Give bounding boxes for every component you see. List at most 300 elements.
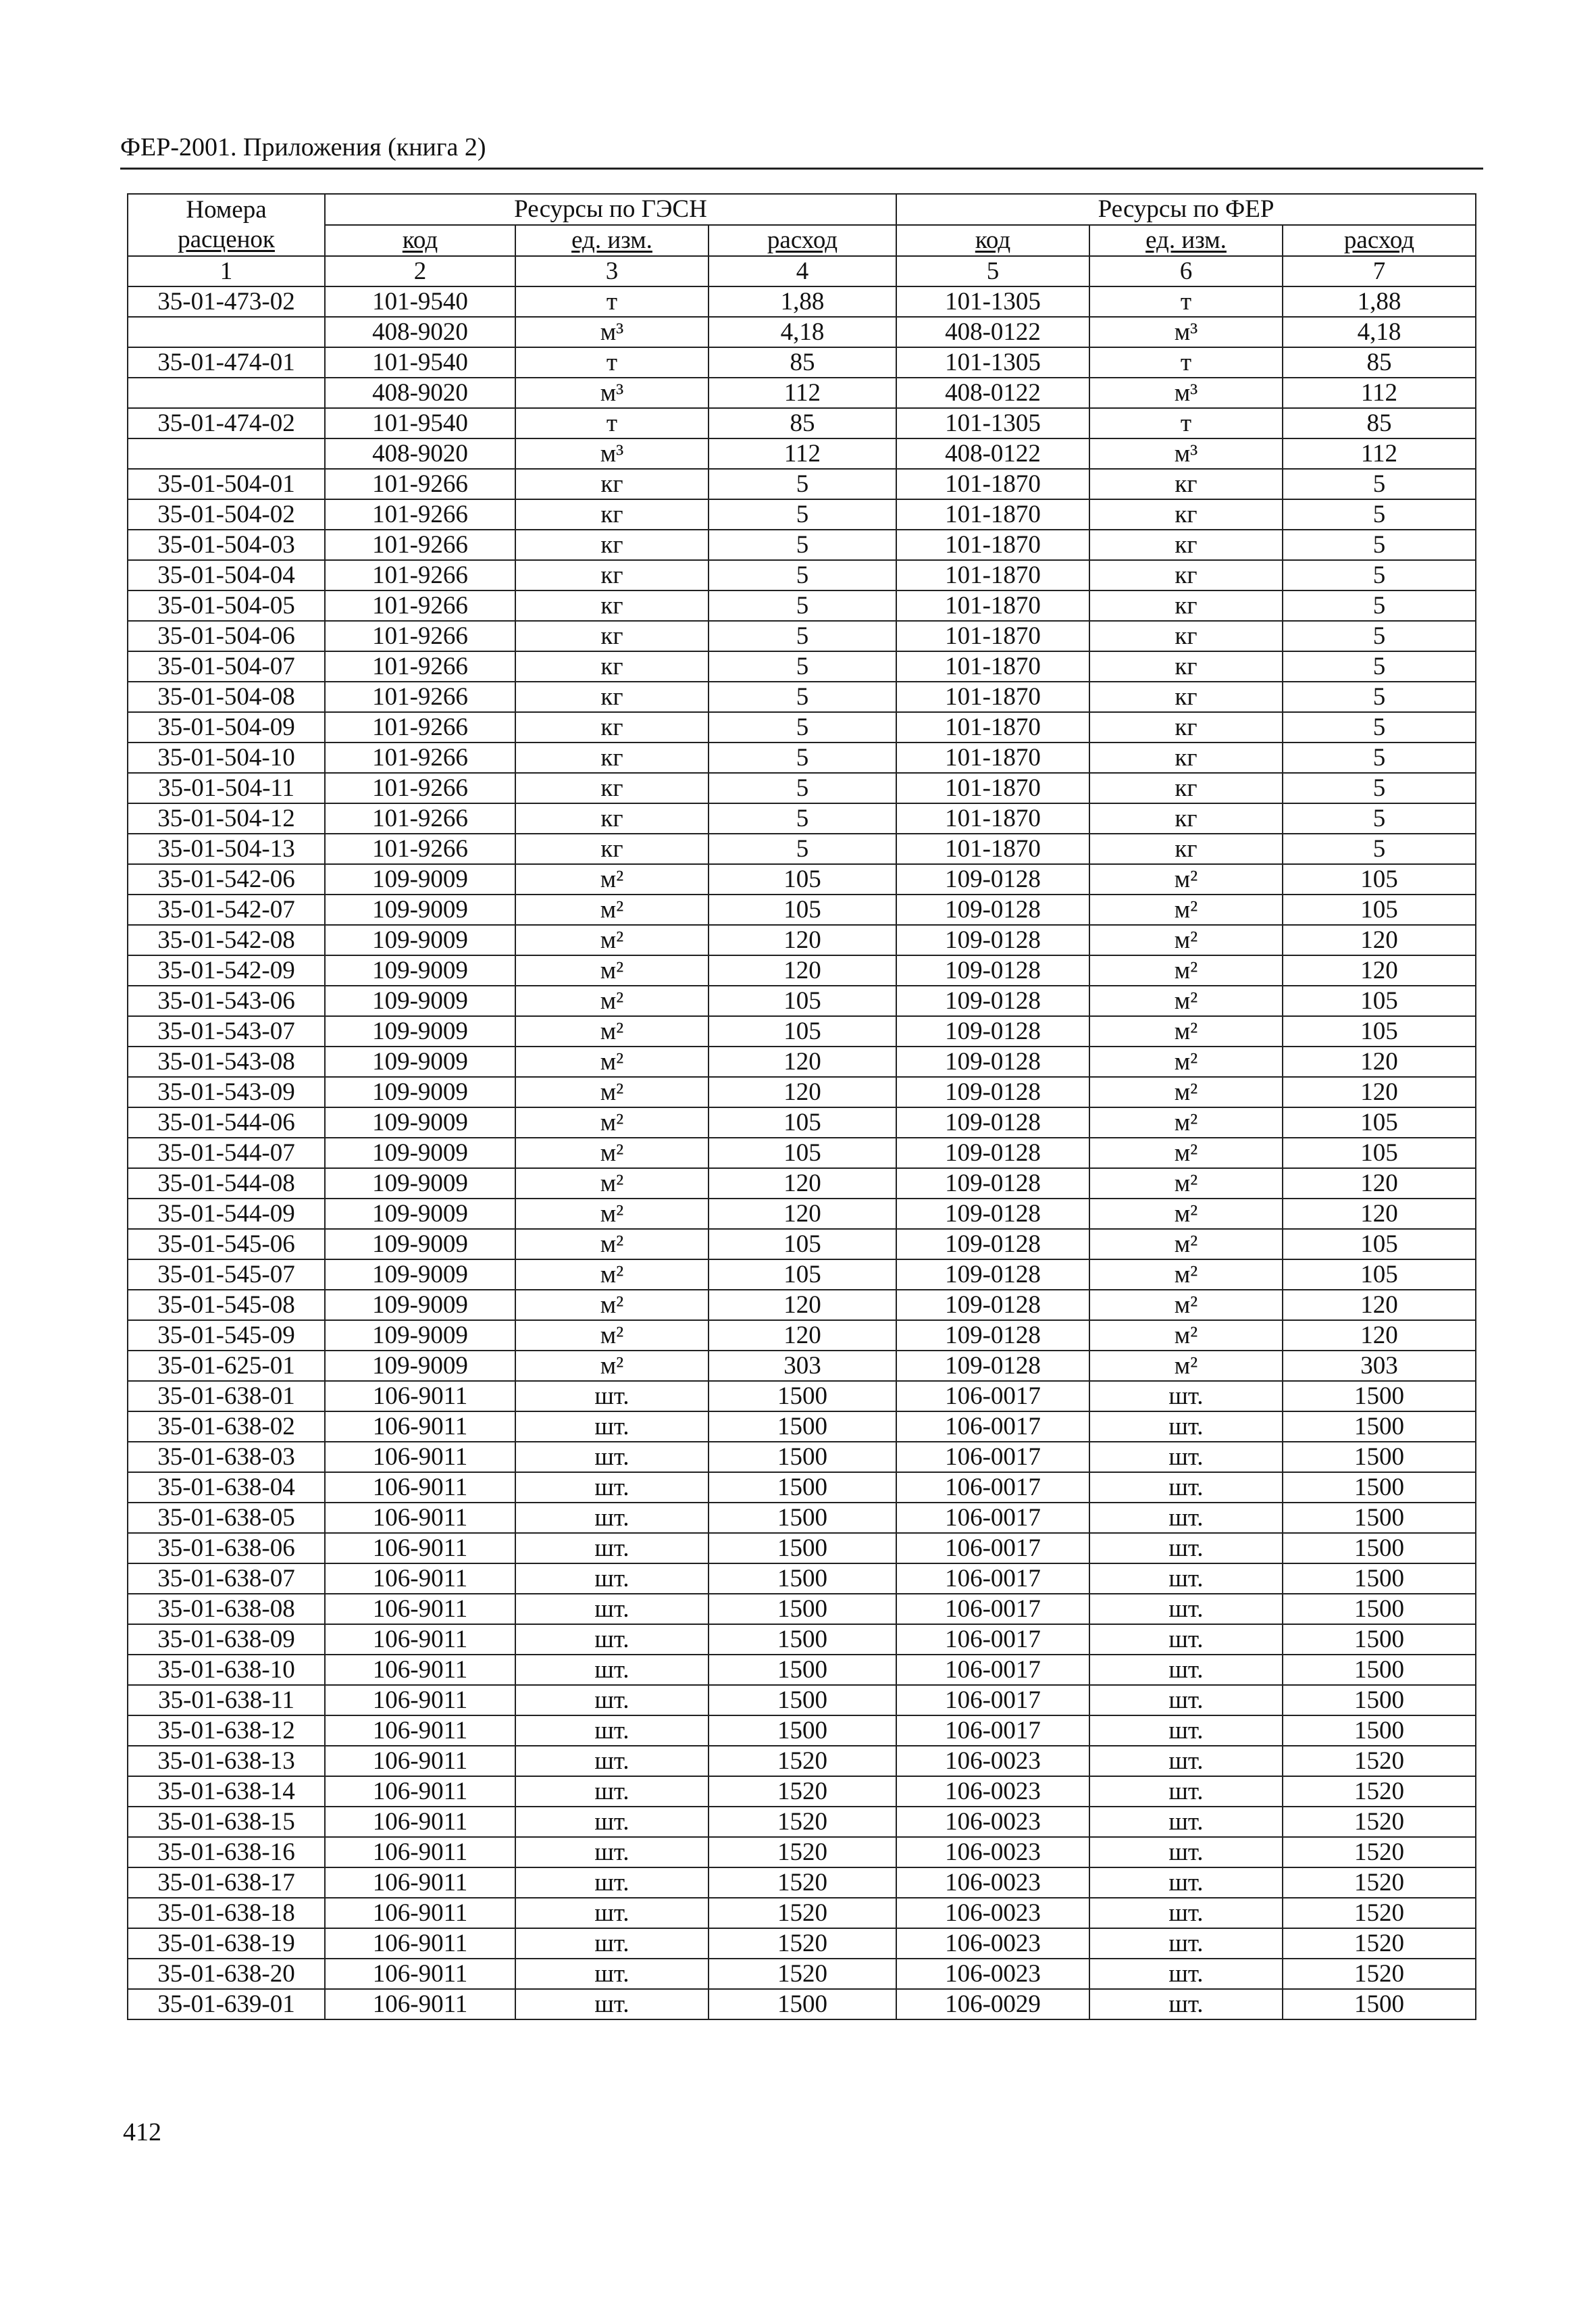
fer-unit-cell: кг <box>1089 530 1283 560</box>
gesn-unit-cell: кг <box>515 743 709 773</box>
fer-code-cell: 101-1870 <box>896 803 1089 834</box>
rate-number-cell: 35-01-542-06 <box>128 864 325 895</box>
rate-number-cell: 35-01-504-11 <box>128 773 325 803</box>
fer-amount-cell: 5 <box>1283 712 1476 743</box>
fer-code-cell: 101-1870 <box>896 834 1089 864</box>
gesn-unit-cell: шт. <box>515 1715 709 1746</box>
fer-unit-cell: м² <box>1089 986 1283 1016</box>
fer-unit-cell: шт. <box>1089 1959 1283 1989</box>
table-row <box>128 1533 1476 1563</box>
gesn-unit-cell: шт. <box>515 1533 709 1563</box>
gesn-amount-cell: 5 <box>709 682 896 712</box>
fer-code-cell: 109-0128 <box>896 925 1089 955</box>
column-number: 7 <box>1283 256 1476 286</box>
table-row <box>128 743 1476 773</box>
table-row <box>128 1807 1476 1837</box>
fer-amount-cell: 1500 <box>1283 1624 1476 1655</box>
gesn-unit-cell: шт. <box>515 1472 709 1503</box>
fer-code-cell: 101-1870 <box>896 773 1089 803</box>
gesn-amount-cell: 1500 <box>709 1594 896 1624</box>
fer-unit-cell: шт. <box>1089 1381 1283 1411</box>
gesn-code-cell: 101-9266 <box>325 590 515 621</box>
fer-code-cell: 101-1870 <box>896 712 1089 743</box>
fer-unit-cell: м² <box>1089 1259 1283 1290</box>
gesn-amount-cell: 5 <box>709 590 896 621</box>
gesn-code-cell: 408-9020 <box>325 317 515 347</box>
page-number: 412 <box>123 2118 161 2146</box>
fer-unit-cell: шт. <box>1089 1594 1283 1624</box>
fer-code-cell: 106-0029 <box>896 1989 1089 2019</box>
gesn-amount-cell: 1520 <box>709 1776 896 1807</box>
gesn-amount-cell: 105 <box>709 1016 896 1047</box>
table-row <box>128 286 1476 317</box>
table-row <box>128 1624 1476 1655</box>
gesn-code-cell: 101-9266 <box>325 469 515 499</box>
fer-unit-cell: кг <box>1089 834 1283 864</box>
table-row <box>128 1351 1476 1381</box>
fer-code-cell: 101-1870 <box>896 651 1089 682</box>
gesn-unit-cell: кг <box>515 682 709 712</box>
fer-code-cell: 109-0128 <box>896 1259 1089 1290</box>
fer-amount-cell: 1500 <box>1283 1989 1476 2019</box>
fer-unit-cell: м² <box>1089 1320 1283 1351</box>
gesn-unit-cell: м³ <box>515 378 709 408</box>
gesn-code-cell: 109-9009 <box>325 1199 515 1229</box>
fer-unit-cell: шт. <box>1089 1807 1283 1837</box>
gesn-amount-cell: 1500 <box>709 1533 896 1563</box>
gesn-code-cell: 109-9009 <box>325 1016 515 1047</box>
gesn-amount-cell: 1500 <box>709 1442 896 1472</box>
gesn-code-cell: 109-9009 <box>325 1047 515 1077</box>
gesn-code-cell: 106-9011 <box>325 1898 515 1928</box>
fer-amount-cell: 1500 <box>1283 1655 1476 1685</box>
gesn-amount-cell: 120 <box>709 1077 896 1107</box>
gesn-amount-cell: 120 <box>709 1320 896 1351</box>
fer-code-cell: 109-0128 <box>896 1351 1089 1381</box>
gesn-unit-cell: м² <box>515 895 709 925</box>
fer-unit-cell: кг <box>1089 803 1283 834</box>
gesn-unit-cell: шт. <box>515 1594 709 1624</box>
fer-amount-cell: 112 <box>1283 378 1476 408</box>
gesn-amount-cell: 105 <box>709 1138 896 1168</box>
gesn-code-cell: 106-9011 <box>325 1503 515 1533</box>
table-row <box>128 1867 1476 1898</box>
fer-amount-cell: 5 <box>1283 560 1476 590</box>
fer-code-cell: 106-0017 <box>896 1685 1089 1715</box>
column-number: 6 <box>1089 256 1283 286</box>
gesn-amount-cell: 1500 <box>709 1472 896 1503</box>
page-header-title: ФЕР-2001. Приложения (книга 2) <box>120 133 486 161</box>
rate-number-cell: 35-01-544-08 <box>128 1168 325 1199</box>
fer-code-cell: 101-1870 <box>896 621 1089 651</box>
rate-number-cell: 35-01-638-05 <box>128 1503 325 1533</box>
gesn-code-cell: 106-9011 <box>325 1867 515 1898</box>
gesn-code-cell: 106-9011 <box>325 1807 515 1837</box>
col-rates-header-line2: расценок <box>178 226 275 253</box>
fer-code-cell: 106-0017 <box>896 1381 1089 1411</box>
gesn-unit-cell: м² <box>515 1351 709 1381</box>
fer-amount-cell: 105 <box>1283 1016 1476 1047</box>
gesn-unit-cell: шт. <box>515 1563 709 1594</box>
rate-number-cell: 35-01-638-01 <box>128 1381 325 1411</box>
fer-code-cell: 101-1870 <box>896 682 1089 712</box>
gesn-amount-cell: 105 <box>709 895 896 925</box>
rate-number-cell: 35-01-543-09 <box>128 1077 325 1107</box>
table-row <box>128 1898 1476 1928</box>
fer-code-cell: 408-0122 <box>896 378 1089 408</box>
fer-code-cell: 106-0023 <box>896 1807 1089 1837</box>
fer-code-cell: 109-0128 <box>896 1199 1089 1229</box>
gesn-amount-cell: 105 <box>709 986 896 1016</box>
gesn-amount-cell: 1500 <box>709 1715 896 1746</box>
gesn-unit-cell: кг <box>515 530 709 560</box>
gesn-unit-cell: м² <box>515 1290 709 1320</box>
rate-number-cell: 35-01-638-14 <box>128 1776 325 1807</box>
rate-number-cell: 35-01-474-02 <box>128 408 325 438</box>
fer-amount-cell: 120 <box>1283 1290 1476 1320</box>
fer-amount-cell: 1520 <box>1283 1807 1476 1837</box>
column-number: 3 <box>515 256 709 286</box>
table-row <box>128 773 1476 803</box>
rate-number-cell: 35-01-504-02 <box>128 499 325 530</box>
fer-code-cell: 106-0017 <box>896 1624 1089 1655</box>
gesn-amount-cell: 1500 <box>709 1989 896 2019</box>
table-row <box>128 469 1476 499</box>
rate-number-cell: 35-01-638-07 <box>128 1563 325 1594</box>
gesn-amount-cell: 105 <box>709 1107 896 1138</box>
rate-number-cell: 35-01-638-02 <box>128 1411 325 1442</box>
table-row <box>128 1320 1476 1351</box>
gesn-code-cell: 109-9009 <box>325 986 515 1016</box>
fer-unit-cell: м² <box>1089 1229 1283 1259</box>
column-number: 4 <box>709 256 896 286</box>
fer-code-cell: 101-1870 <box>896 530 1089 560</box>
rate-number-cell <box>128 317 325 347</box>
resources-table <box>127 193 1476 2020</box>
rate-number-cell <box>128 378 325 408</box>
fer-amount-cell: 1520 <box>1283 1928 1476 1959</box>
gesn-amount-cell: 5 <box>709 712 896 743</box>
fer-unit-cell: м³ <box>1089 378 1283 408</box>
gesn-code-cell: 101-9266 <box>325 651 515 682</box>
table-row <box>128 834 1476 864</box>
rate-number-cell: 35-01-639-01 <box>128 1989 325 2019</box>
fer-code-cell: 109-0128 <box>896 1320 1089 1351</box>
gesn-code-cell: 101-9266 <box>325 499 515 530</box>
table-body <box>128 286 1476 2019</box>
fer-unit-cell: кг <box>1089 682 1283 712</box>
fer-code-cell: 106-0017 <box>896 1411 1089 1442</box>
rate-number-cell: 35-01-473-02 <box>128 286 325 317</box>
gesn-amount-cell: 85 <box>709 408 896 438</box>
gesn-unit-cell: кг <box>515 712 709 743</box>
gesn-unit-cell: шт. <box>515 1411 709 1442</box>
fer-amount-cell: 1520 <box>1283 1898 1476 1928</box>
rate-number-cell: 35-01-544-06 <box>128 1107 325 1138</box>
fer-unit-cell: кг <box>1089 651 1283 682</box>
group-fer-header: Ресурсы по ФЕР <box>896 194 1476 225</box>
fer-amount-cell: 5 <box>1283 530 1476 560</box>
table-row <box>128 1381 1476 1411</box>
fer-unit-cell: кг <box>1089 499 1283 530</box>
gesn-code-cell: 106-9011 <box>325 1685 515 1715</box>
fer-unit-cell: м² <box>1089 1351 1283 1381</box>
rate-number-cell: 35-01-545-09 <box>128 1320 325 1351</box>
table-row <box>128 1107 1476 1138</box>
rate-number-cell: 35-01-638-15 <box>128 1807 325 1837</box>
gesn-amount-cell: 120 <box>709 1199 896 1229</box>
gesn-unit-cell: м² <box>515 1016 709 1047</box>
gesn-unit-cell: кг <box>515 834 709 864</box>
table-row <box>128 408 1476 438</box>
fer-unit-cell: м³ <box>1089 438 1283 469</box>
fer-unit-cell: кг <box>1089 743 1283 773</box>
fer-unit-cell: шт. <box>1089 1776 1283 1807</box>
gesn-code-cell: 408-9020 <box>325 438 515 469</box>
fer-code-cell: 101-1870 <box>896 590 1089 621</box>
fer-amount-cell: 120 <box>1283 1320 1476 1351</box>
gesn-code-cell: 106-9011 <box>325 1715 515 1746</box>
gesn-amount-cell: 105 <box>709 864 896 895</box>
fer-unit-cell: кг <box>1089 621 1283 651</box>
gesn-code-cell: 106-9011 <box>325 1746 515 1776</box>
rate-number-cell: 35-01-543-06 <box>128 986 325 1016</box>
table-row <box>128 378 1476 408</box>
rate-number-cell: 35-01-504-10 <box>128 743 325 773</box>
gesn-code-cell: 109-9009 <box>325 864 515 895</box>
table-row <box>128 560 1476 590</box>
gesn-amount-cell: 1500 <box>709 1563 896 1594</box>
fer-code-cell: 106-0023 <box>896 1776 1089 1807</box>
gesn-amount-cell: 5 <box>709 834 896 864</box>
gesn-unit-cell: м² <box>515 1107 709 1138</box>
fer-code-cell: 106-0017 <box>896 1533 1089 1563</box>
gesn-unit-cell: кг <box>515 773 709 803</box>
fer-code-cell: 109-0128 <box>896 1168 1089 1199</box>
fer-code-header: код <box>896 225 1089 256</box>
rate-number-cell: 35-01-504-04 <box>128 560 325 590</box>
gesn-unit-cell: кг <box>515 590 709 621</box>
rate-number-cell: 35-01-543-07 <box>128 1016 325 1047</box>
gesn-unit-cell: м³ <box>515 438 709 469</box>
gesn-code-cell: 106-9011 <box>325 1989 515 2019</box>
fer-amount-cell: 1500 <box>1283 1563 1476 1594</box>
gesn-amount-cell: 4,18 <box>709 317 896 347</box>
gesn-code-cell: 106-9011 <box>325 1472 515 1503</box>
gesn-code-cell: 408-9020 <box>325 378 515 408</box>
gesn-unit-cell: шт. <box>515 1442 709 1472</box>
fer-amount-cell: 1500 <box>1283 1472 1476 1503</box>
rate-number-cell: 35-01-474-01 <box>128 347 325 378</box>
fer-amount-cell: 85 <box>1283 408 1476 438</box>
gesn-amount-cell: 1520 <box>709 1837 896 1867</box>
gesn-code-cell: 109-9009 <box>325 1168 515 1199</box>
gesn-unit-cell: кг <box>515 499 709 530</box>
rate-number-cell: 35-01-544-09 <box>128 1199 325 1229</box>
gesn-code-cell: 106-9011 <box>325 1381 515 1411</box>
gesn-code-header: код <box>325 225 515 256</box>
fer-unit-cell: м² <box>1089 864 1283 895</box>
rate-number-cell: 35-01-504-08 <box>128 682 325 712</box>
gesn-amount-cell: 303 <box>709 1351 896 1381</box>
gesn-code-cell: 101-9266 <box>325 621 515 651</box>
fer-code-cell: 106-0017 <box>896 1594 1089 1624</box>
gesn-code-cell: 106-9011 <box>325 1563 515 1594</box>
gesn-unit-cell: м² <box>515 1138 709 1168</box>
fer-amount-cell: 1520 <box>1283 1837 1476 1867</box>
col-rates-header-line1: Номера <box>186 196 267 224</box>
gesn-unit-cell: шт. <box>515 1685 709 1715</box>
fer-code-cell: 101-1305 <box>896 347 1089 378</box>
table-row <box>128 895 1476 925</box>
gesn-amount-cell: 105 <box>709 1229 896 1259</box>
rate-number-cell: 35-01-545-08 <box>128 1290 325 1320</box>
table-row <box>128 317 1476 347</box>
fer-amount-cell: 1520 <box>1283 1867 1476 1898</box>
rate-number-cell: 35-01-638-19 <box>128 1928 325 1959</box>
fer-unit-cell: м² <box>1089 1077 1283 1107</box>
gesn-amount-cell: 85 <box>709 347 896 378</box>
rate-number-cell: 35-01-545-06 <box>128 1229 325 1259</box>
gesn-unit-cell: шт. <box>515 1503 709 1533</box>
gesn-code-cell: 109-9009 <box>325 1229 515 1259</box>
gesn-amount-cell: 1520 <box>709 1928 896 1959</box>
gesn-amount-cell: 5 <box>709 530 896 560</box>
gesn-unit-cell: т <box>515 408 709 438</box>
fer-unit-cell: шт. <box>1089 1989 1283 2019</box>
fer-amount-cell: 5 <box>1283 803 1476 834</box>
gesn-amount-cell: 1500 <box>709 1503 896 1533</box>
fer-code-cell: 106-0017 <box>896 1715 1089 1746</box>
fer-code-cell: 101-1870 <box>896 499 1089 530</box>
gesn-code-cell: 106-9011 <box>325 1776 515 1807</box>
table-row <box>128 1016 1476 1047</box>
column-number: 1 <box>128 256 325 286</box>
fer-amount-cell: 105 <box>1283 1229 1476 1259</box>
fer-unit-cell: шт. <box>1089 1898 1283 1928</box>
fer-code-cell: 101-1305 <box>896 408 1089 438</box>
gesn-unit-cell: м² <box>515 864 709 895</box>
gesn-unit-cell: м² <box>515 1168 709 1199</box>
table-row <box>128 499 1476 530</box>
fer-code-cell: 106-0017 <box>896 1442 1089 1472</box>
rate-number-cell: 35-01-542-07 <box>128 895 325 925</box>
fer-amount-cell: 5 <box>1283 834 1476 864</box>
rate-number-cell: 35-01-638-13 <box>128 1746 325 1776</box>
fer-code-cell: 106-0023 <box>896 1746 1089 1776</box>
fer-unit-cell: шт. <box>1089 1715 1283 1746</box>
rate-number-cell: 35-01-504-05 <box>128 590 325 621</box>
fer-code-cell: 106-0017 <box>896 1472 1089 1503</box>
gesn-code-cell: 101-9266 <box>325 682 515 712</box>
table-row <box>128 1290 1476 1320</box>
fer-amount-cell: 120 <box>1283 925 1476 955</box>
fer-unit-cell: шт. <box>1089 1563 1283 1594</box>
gesn-unit-cell: м² <box>515 925 709 955</box>
table-row <box>128 1138 1476 1168</box>
gesn-code-cell: 106-9011 <box>325 1837 515 1867</box>
rate-number-cell: 35-01-504-06 <box>128 621 325 651</box>
fer-unit-cell: шт. <box>1089 1655 1283 1685</box>
gesn-unit-cell: м² <box>515 1320 709 1351</box>
fer-code-cell: 109-0128 <box>896 864 1089 895</box>
table-row <box>128 1442 1476 1472</box>
table-row <box>128 803 1476 834</box>
table-row <box>128 864 1476 895</box>
gesn-amount-cell: 120 <box>709 925 896 955</box>
gesn-code-cell: 109-9009 <box>325 1320 515 1351</box>
gesn-unit-header: ед. изм. <box>515 225 709 256</box>
rate-number-cell: 35-01-638-10 <box>128 1655 325 1685</box>
rate-number-cell: 35-01-638-16 <box>128 1837 325 1867</box>
gesn-amount-cell: 1500 <box>709 1624 896 1655</box>
fer-amount-cell: 1520 <box>1283 1776 1476 1807</box>
table-row <box>128 1685 1476 1715</box>
gesn-amount-cell: 5 <box>709 773 896 803</box>
rate-number-cell: 35-01-504-01 <box>128 469 325 499</box>
table-row <box>128 986 1476 1016</box>
fer-unit-cell: м² <box>1089 1016 1283 1047</box>
gesn-unit-cell: шт. <box>515 1837 709 1867</box>
fer-code-cell: 101-1870 <box>896 469 1089 499</box>
fer-code-cell: 408-0122 <box>896 317 1089 347</box>
fer-code-cell: 109-0128 <box>896 1138 1089 1168</box>
fer-amount-cell: 5 <box>1283 621 1476 651</box>
fer-unit-cell: шт. <box>1089 1442 1283 1472</box>
gesn-code-cell: 109-9009 <box>325 925 515 955</box>
fer-unit-cell: м² <box>1089 895 1283 925</box>
fer-code-cell: 106-0017 <box>896 1563 1089 1594</box>
fer-unit-cell: шт. <box>1089 1867 1283 1898</box>
gesn-amount-cell: 120 <box>709 1168 896 1199</box>
gesn-code-cell: 101-9540 <box>325 286 515 317</box>
fer-amount-cell: 1500 <box>1283 1503 1476 1533</box>
group-gesn-header: Ресурсы по ГЭСН <box>325 194 896 225</box>
gesn-code-cell: 101-9266 <box>325 834 515 864</box>
gesn-code-cell: 101-9266 <box>325 773 515 803</box>
gesn-unit-cell: т <box>515 347 709 378</box>
fer-code-cell: 109-0128 <box>896 955 1089 986</box>
gesn-amount-cell: 120 <box>709 955 896 986</box>
fer-amount-cell: 1500 <box>1283 1685 1476 1715</box>
col-rates-header <box>128 194 325 256</box>
fer-code-cell: 106-0017 <box>896 1503 1089 1533</box>
table-head <box>128 194 1476 286</box>
rate-number-cell: 35-01-638-09 <box>128 1624 325 1655</box>
table-row <box>128 1655 1476 1685</box>
gesn-unit-cell: м² <box>515 986 709 1016</box>
fer-unit-cell: шт. <box>1089 1837 1283 1867</box>
gesn-code-cell: 109-9009 <box>325 895 515 925</box>
table-row <box>128 1229 1476 1259</box>
gesn-unit-cell: м³ <box>515 317 709 347</box>
gesn-unit-cell: т <box>515 286 709 317</box>
rate-number-cell: 35-01-638-12 <box>128 1715 325 1746</box>
gesn-unit-cell: кг <box>515 803 709 834</box>
fer-amount-cell: 5 <box>1283 682 1476 712</box>
fer-amount-cell: 1520 <box>1283 1746 1476 1776</box>
gesn-unit-cell: шт. <box>515 1624 709 1655</box>
table-row <box>128 438 1476 469</box>
fer-unit-cell: кг <box>1089 712 1283 743</box>
fer-unit-cell: шт. <box>1089 1746 1283 1776</box>
fer-amount-cell: 5 <box>1283 651 1476 682</box>
gesn-amount-cell: 1520 <box>709 1746 896 1776</box>
rate-number-cell: 35-01-504-07 <box>128 651 325 682</box>
fer-unit-cell: т <box>1089 408 1283 438</box>
table-row <box>128 1199 1476 1229</box>
fer-code-cell: 101-1870 <box>896 743 1089 773</box>
